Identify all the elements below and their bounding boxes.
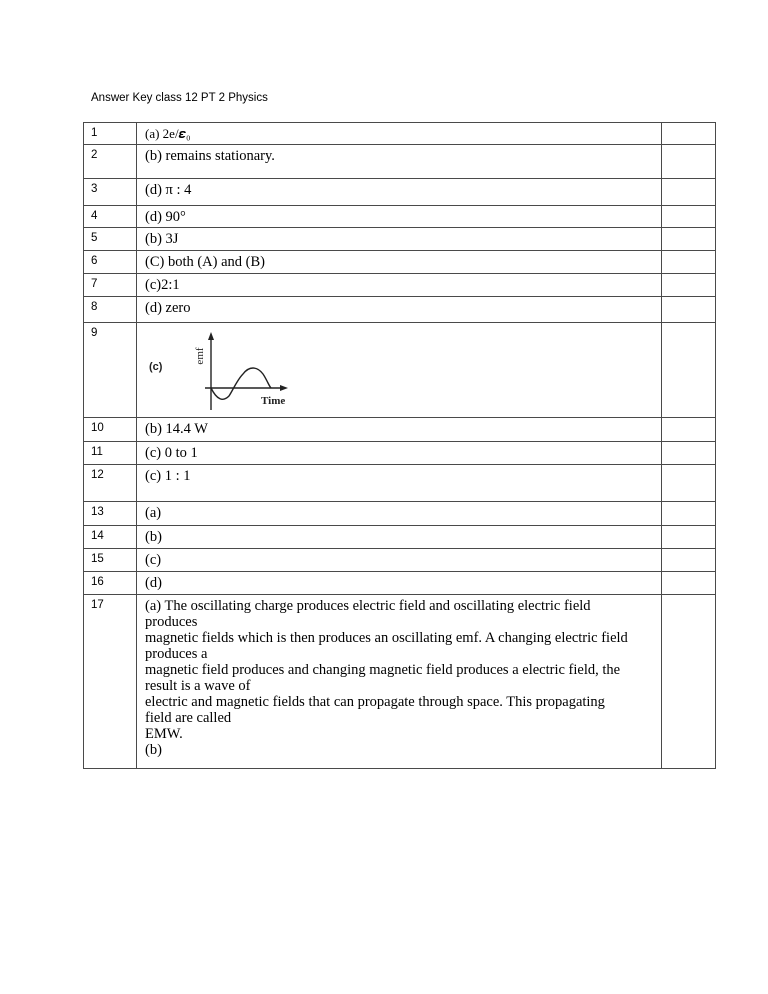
table-row [84, 465, 716, 502]
question-number: 13 [84, 502, 137, 526]
question-number: 14 [84, 526, 137, 549]
table-row [84, 595, 716, 769]
question-number: 10 [84, 418, 137, 442]
graph-y-axis-label: emf [194, 347, 206, 365]
answer-cell: (C) both (A) and (B) [137, 251, 662, 274]
answer-cell: (d) 90° [137, 206, 662, 228]
answer-cell: (c) [137, 549, 662, 572]
table-row [84, 145, 716, 179]
answer-line: field are called [145, 710, 232, 726]
answer-line: magnetic field produces and changing magnetic field produces a electric field, the [145, 662, 621, 678]
marks-cell [662, 297, 716, 323]
marks-cell [662, 572, 716, 595]
page-title: Answer Key class 12 PT 2 Physics [91, 92, 268, 104]
answer-line: result is a wave of [145, 678, 251, 694]
graph-x-axis-arrow [280, 385, 288, 391]
marks-cell [662, 502, 716, 526]
marks-cell [662, 206, 716, 228]
answer-cell: (b) 3J [137, 228, 662, 251]
question-number: 9 [84, 323, 137, 418]
marks-cell [662, 465, 716, 502]
question-number: 17 [84, 595, 137, 769]
table-row [84, 297, 716, 323]
table-row [84, 418, 716, 442]
table-row [84, 549, 716, 572]
question-number: 15 [84, 549, 137, 572]
answer-cell: (b) 14.4 W [137, 418, 662, 442]
marks-cell [662, 145, 716, 179]
question-number: 11 [84, 442, 137, 465]
table-row [84, 526, 716, 549]
table-row [84, 251, 716, 274]
answer-key-table [83, 122, 716, 769]
answer-line: EMW. [145, 726, 183, 742]
answer-line: magnetic fields which is then produces an oscillating emf. A changing electric field [145, 630, 628, 646]
answer-line: (a) The oscillating charge produces electric field and oscillating electric field [145, 598, 591, 614]
answer-cell: (c)2:1 [137, 274, 662, 297]
question-number: 16 [84, 572, 137, 595]
graph-option-label: (c) [149, 361, 163, 373]
answer-cell: (a) 2e/𝜺₀ [137, 123, 662, 145]
answer-line: produces [145, 614, 198, 630]
question-number: 3 [84, 179, 137, 206]
answer-cell: (b) [137, 526, 662, 549]
table-row [84, 323, 716, 418]
table-row [84, 228, 716, 251]
marks-cell [662, 323, 716, 418]
answer-cell: (c) 0 to 1 [137, 442, 662, 465]
answer-cell-paragraph [137, 595, 662, 769]
table-row [84, 123, 716, 145]
question-number: 5 [84, 228, 137, 251]
marks-cell [662, 274, 716, 297]
answer-cell [137, 323, 662, 418]
question-number: 2 [84, 145, 137, 179]
question-number: 4 [84, 206, 137, 228]
table-row [84, 274, 716, 297]
marks-cell [662, 251, 716, 274]
table-row [84, 442, 716, 465]
marks-cell [662, 526, 716, 549]
marks-cell [662, 549, 716, 572]
marks-cell [662, 418, 716, 442]
marks-cell [662, 228, 716, 251]
answer-cell: (d) [137, 572, 662, 595]
answer-line: produces a [145, 646, 208, 662]
graph-x-axis-label: Time [261, 395, 286, 407]
graph-y-axis-arrow [208, 332, 214, 340]
question-number: 8 [84, 297, 137, 323]
marks-cell [662, 595, 716, 769]
table-row [84, 179, 716, 206]
marks-cell [662, 123, 716, 145]
answer-line: electric and magnetic fields that can propagate through space. This propagating [145, 694, 605, 710]
answer-cell: (c) 1 : 1 [137, 465, 662, 502]
answer-line: (b) [145, 742, 162, 758]
answer-cell: (b) remains stationary. [137, 145, 662, 179]
answer-cell: (d) zero [137, 297, 662, 323]
question-number: 6 [84, 251, 137, 274]
question-number: 7 [84, 274, 137, 297]
question-number: 12 [84, 465, 137, 502]
answer-cell: (a) [137, 502, 662, 526]
emf-time-graph [145, 330, 305, 412]
table-row [84, 502, 716, 526]
answer-cell: (d) π : 4 [137, 179, 662, 206]
table-row [84, 572, 716, 595]
question-number: 1 [84, 123, 137, 145]
table-row [84, 206, 716, 228]
marks-cell [662, 442, 716, 465]
marks-cell [662, 179, 716, 206]
